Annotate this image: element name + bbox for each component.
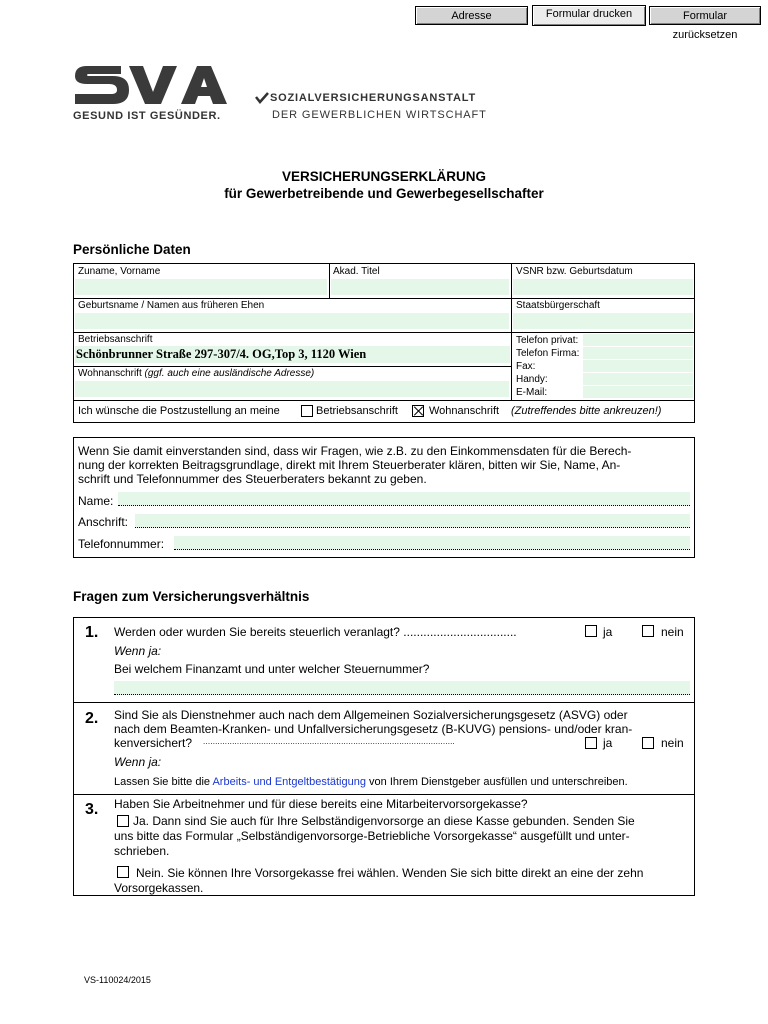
question-2-dots: ........................................................................................................: [203, 737, 455, 746]
question-1-answer-field[interactable]: [114, 681, 690, 695]
logo-org-line2: DER GEWERBLICHEN WIRTSCHAFT: [272, 109, 487, 121]
delivery-text: Ich wünsche die Postzustellung an meine: [78, 405, 280, 417]
question-1-no-checkbox[interactable]: [642, 625, 654, 637]
question-3-yes-line2: uns bitte das Formular „Selbständigenvorsorge-Betriebliche Vorsorgekasse“ ausgefüllt und unter-: [114, 829, 630, 843]
vsnr-label: VSNR bzw. Geburtsdatum: [516, 266, 633, 277]
email-label: E-Mail:: [516, 387, 548, 398]
form-subtitle: für Gewerbetreibende und Gewerbegesellschafter: [224, 186, 544, 201]
logo-org-line1: SOZIALVERSICHERUNGSANSTALT: [270, 92, 476, 104]
tax-advisor-phone-label: Telefonnummer:: [78, 537, 165, 551]
business-address-field[interactable]: Schönbrunner Straße 297-307/4. OG,Top 3, 1120 Wien: [75, 346, 510, 363]
academic-title-field[interactable]: [331, 279, 509, 295]
address-button[interactable]: Adresse: [415, 6, 528, 25]
question-1-followup: Bei welchem Finanzamt und unter welcher Steuernummer?: [114, 662, 430, 676]
sva-logo: [73, 62, 233, 108]
home-address-field[interactable]: [75, 381, 509, 397]
question-2-line3: kenversichert?: [114, 736, 193, 750]
business-address-label: Betriebsanschrift: [78, 334, 153, 345]
email-field[interactable]: [583, 386, 693, 398]
reset-form-button[interactable]: Formular zurücksetzen: [649, 6, 761, 25]
tax-advisor-phone-field[interactable]: [174, 536, 690, 550]
question-3-yes-line1: Ja. Dann sind Sie auch für Ihre Selbständigenvorsorge an diese Kasse gebunden. Senden Sie: [133, 814, 635, 828]
delivery-hint: (Zutreffendes bitte ankreuzen!): [511, 405, 662, 417]
vsnr-field[interactable]: [513, 279, 693, 295]
delivery-business-label: Betriebsanschrift: [316, 405, 398, 417]
question-3-yes-line3: schrieben.: [114, 844, 170, 858]
question-3-no-line1: Nein. Sie können Ihre Vorsorgekasse frei wählen. Wenden Sie sich bitte direkt an eine der zehn: [136, 866, 644, 880]
tax-advisor-intro-line1: Wenn Sie damit einverstanden sind, dass wir Fragen, wie z.B. zu den Einkommensdaten für die Berech-: [78, 444, 632, 458]
fax-label: Fax:: [516, 361, 536, 372]
phone-private-field[interactable]: [583, 334, 693, 346]
question-1-number: 1.: [85, 624, 99, 641]
question-2-yes-label: ja: [603, 736, 613, 750]
birthname-field[interactable]: [75, 313, 509, 329]
question-2-line1: Sind Sie als Dienstnehmer auch nach dem Allgemeinen Sozialversicherungsgesetz (ASVG) oder: [114, 708, 628, 722]
phone-company-label: Telefon Firma:: [516, 348, 580, 359]
home-address-hint: (ggf. auch eine ausländische Adresse): [144, 368, 315, 379]
tax-advisor-name-label: Name:: [78, 494, 114, 508]
question-2-no-checkbox[interactable]: [642, 737, 654, 749]
name-field[interactable]: [75, 279, 327, 295]
birthname-label: Geburtsname / Namen aus früheren Ehen: [78, 300, 265, 311]
question-1-yes-label: ja: [603, 625, 613, 639]
question-3-yes-checkbox[interactable]: [117, 815, 129, 827]
print-form-button[interactable]: Formular drucken: [532, 5, 646, 26]
question-2-line2: nach dem Beamten-Kranken- und Unfallversicherungsgesetz (B-KUVG) pensions- und/oder kran-: [114, 722, 633, 736]
fax-field[interactable]: [583, 360, 693, 372]
form-title: VERSICHERUNGSERKLÄRUNG: [281, 169, 487, 184]
personal-data-heading: Persönliche Daten: [73, 242, 191, 257]
delivery-business-checkbox[interactable]: [301, 405, 313, 417]
tax-advisor-address-field[interactable]: [135, 514, 690, 528]
tax-advisor-intro-line3: schrift und Telefonnummer des Steuerberaters bekannt zu geben.: [78, 472, 427, 486]
question-2-if-yes: Wenn ja:: [114, 755, 162, 769]
delivery-home-label: Wohnanschrift: [429, 405, 500, 417]
question-2-no-label: nein: [661, 736, 684, 750]
question-3-number: 3.: [85, 801, 99, 818]
question-2-note: Lassen Sie bitte die Arbeits- und Entgeltbestätigung von Ihrem Dienstgeber ausfüllen und unterschreiben.: [114, 776, 628, 788]
name-label: Zuname, Vorname: [78, 266, 161, 277]
checkmark-icon: [255, 92, 269, 104]
logo-tagline: GESUND IST GESÜNDER.: [73, 110, 221, 122]
question-1-yes-checkbox[interactable]: [585, 625, 597, 637]
phone-private-label: Telefon privat:: [516, 335, 579, 346]
home-address-label: Wohnanschrift (ggf. auch eine ausländische Adresse): [78, 368, 315, 379]
mobile-field[interactable]: [583, 373, 693, 385]
tax-advisor-address-label: Anschrift:: [78, 515, 129, 529]
question-2-number: 2.: [85, 710, 99, 727]
question-1-text: Werden oder wurden Sie bereits steuerlich veranlagt? ..................................: [114, 625, 517, 639]
mobile-label: Handy:: [516, 374, 548, 385]
phone-company-field[interactable]: [583, 347, 693, 359]
citizenship-label: Staatsbürgerschaft: [516, 300, 600, 311]
tax-advisor-intro-line2: nung der korrekten Beitragsgrundlage, direkt mit Ihrem Steuerberater klären, bitten wir Sie, Name, An-: [78, 458, 621, 472]
question-1-if-yes: Wenn ja:: [114, 644, 162, 658]
question-3-no-checkbox[interactable]: [117, 866, 129, 878]
question-3-no-line2: Vorsorgekassen.: [114, 881, 204, 895]
question-2-yes-checkbox[interactable]: [585, 737, 597, 749]
academic-title-label: Akad. Titel: [333, 266, 380, 277]
delivery-home-checkbox[interactable]: [412, 405, 424, 417]
tax-advisor-name-field[interactable]: [118, 492, 690, 506]
question-3-text: Haben Sie Arbeitnehmer und für diese bereits eine Mitarbeitervorsorgekasse?: [114, 797, 528, 811]
employment-confirmation-link[interactable]: Arbeits- und Entgeltbestätigung: [212, 776, 366, 788]
insurance-heading: Fragen zum Versicherungsverhältnis: [73, 589, 310, 604]
question-1-no-label: nein: [661, 625, 684, 639]
form-code: VS-110024/2015: [84, 975, 151, 985]
citizenship-field[interactable]: [513, 313, 693, 329]
